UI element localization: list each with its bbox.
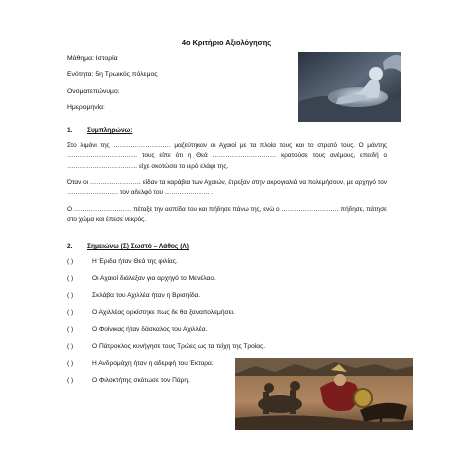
reclining-statue-photo-icon (298, 52, 401, 122)
date-field-label: Ημερομηνία: (67, 104, 105, 111)
tf-statement: Ο Αχιλλέας ορκίστηκε πως δε θα ξαναπολεμήσει. (92, 309, 235, 316)
tf-item (67, 377, 190, 384)
answer-box[interactable]: ( ) (67, 275, 74, 282)
section-2-number: 2. (67, 243, 73, 250)
answer-box[interactable]: ( ) (67, 309, 74, 316)
answer-box[interactable]: ( ) (67, 258, 74, 265)
answer-box[interactable]: ( ) (67, 360, 74, 367)
tf-statement: Οι Αχαιοί διάλεξαν για αρχηγό το Μενέλαο. (92, 275, 216, 282)
tf-item (67, 343, 265, 350)
tf-item (67, 258, 178, 265)
tf-item (67, 360, 214, 367)
section-1-title: Συμπληρώνω: (87, 127, 133, 134)
battle-image (235, 358, 413, 430)
tf-item (67, 309, 235, 316)
subject-line: Μάθημα: Ιστορία (67, 55, 118, 62)
fill-in-paragraph-2: Όταν οι …………………… είδαν τα καράβια των Αχαιών, έτρεξαν στην ακρογιαλιά να πολεμήσουν, με αρχηγό τον …………………… τον αδελφό του ………………… . (67, 179, 387, 197)
name-field-label: Ονοματεπώνυμο: (67, 88, 120, 95)
chariot-battle-painting-icon (235, 358, 413, 430)
tf-item (67, 292, 200, 299)
tf-statement: Ο Πάτροκλος κυνήγησε τους Τρώες ως τα τείχη της Τροίας. (92, 343, 266, 350)
fill-in-paragraph-1: Στο λιμάνι της ……………………… μαζεύτηκαν οι Αχαιοί με τα πλοία τους και το στρατό τους. Ο μάντης …………………………… τους είπε ότι η Θεά ………………………… κρατούσε τους ανέμους, επειδή ο …………………………… είχε σκοτώσει το ιερό ελάφι της. (67, 142, 387, 170)
tf-statement: Η Ανδρομάχη ήταν η αδερφή του Έκτορα. (92, 360, 214, 367)
section-1-number: 1. (67, 127, 73, 134)
answer-box[interactable]: ( ) (67, 326, 74, 333)
tf-statement: Ο Φοίνικας ήταν δάσκαλος του Αχιλλέα. (92, 326, 208, 333)
tf-item (67, 326, 207, 333)
unit-line: Ενότητα: 5η Τρωικός πόλεμος (67, 71, 158, 78)
section-2-title: Σημειώνω (Σ) Σωστό – Λάθος (Λ) (87, 243, 189, 250)
statue-image (298, 52, 401, 122)
section-1-heading (67, 127, 132, 134)
answer-box[interactable]: ( ) (67, 377, 74, 384)
answer-box[interactable]: ( ) (67, 343, 74, 350)
tf-statement: Ο Φιλοκτήτης σκότωσε τον Πάρη. (92, 377, 190, 384)
tf-statement: Σκλάβα του Αχιλλέα ήταν η Βρισηίδα. (92, 292, 201, 299)
tf-statement: Η Έριδα ήταν Θεά της φιλίας. (92, 258, 178, 265)
worksheet-title: 4ο Κριτήριο Αξιολόγησης (181, 38, 272, 47)
answer-box[interactable]: ( ) (67, 292, 74, 299)
fill-in-paragraph-3: Ο ……………………… πέταξε την ασπίδα του και πήδησε πάνω της, ενώ ο ……………………… πήδησε, πάτησε στο χώμα και έπεσε νεκρός. (67, 206, 387, 224)
section-2-heading (67, 243, 189, 250)
tf-item (67, 275, 216, 282)
